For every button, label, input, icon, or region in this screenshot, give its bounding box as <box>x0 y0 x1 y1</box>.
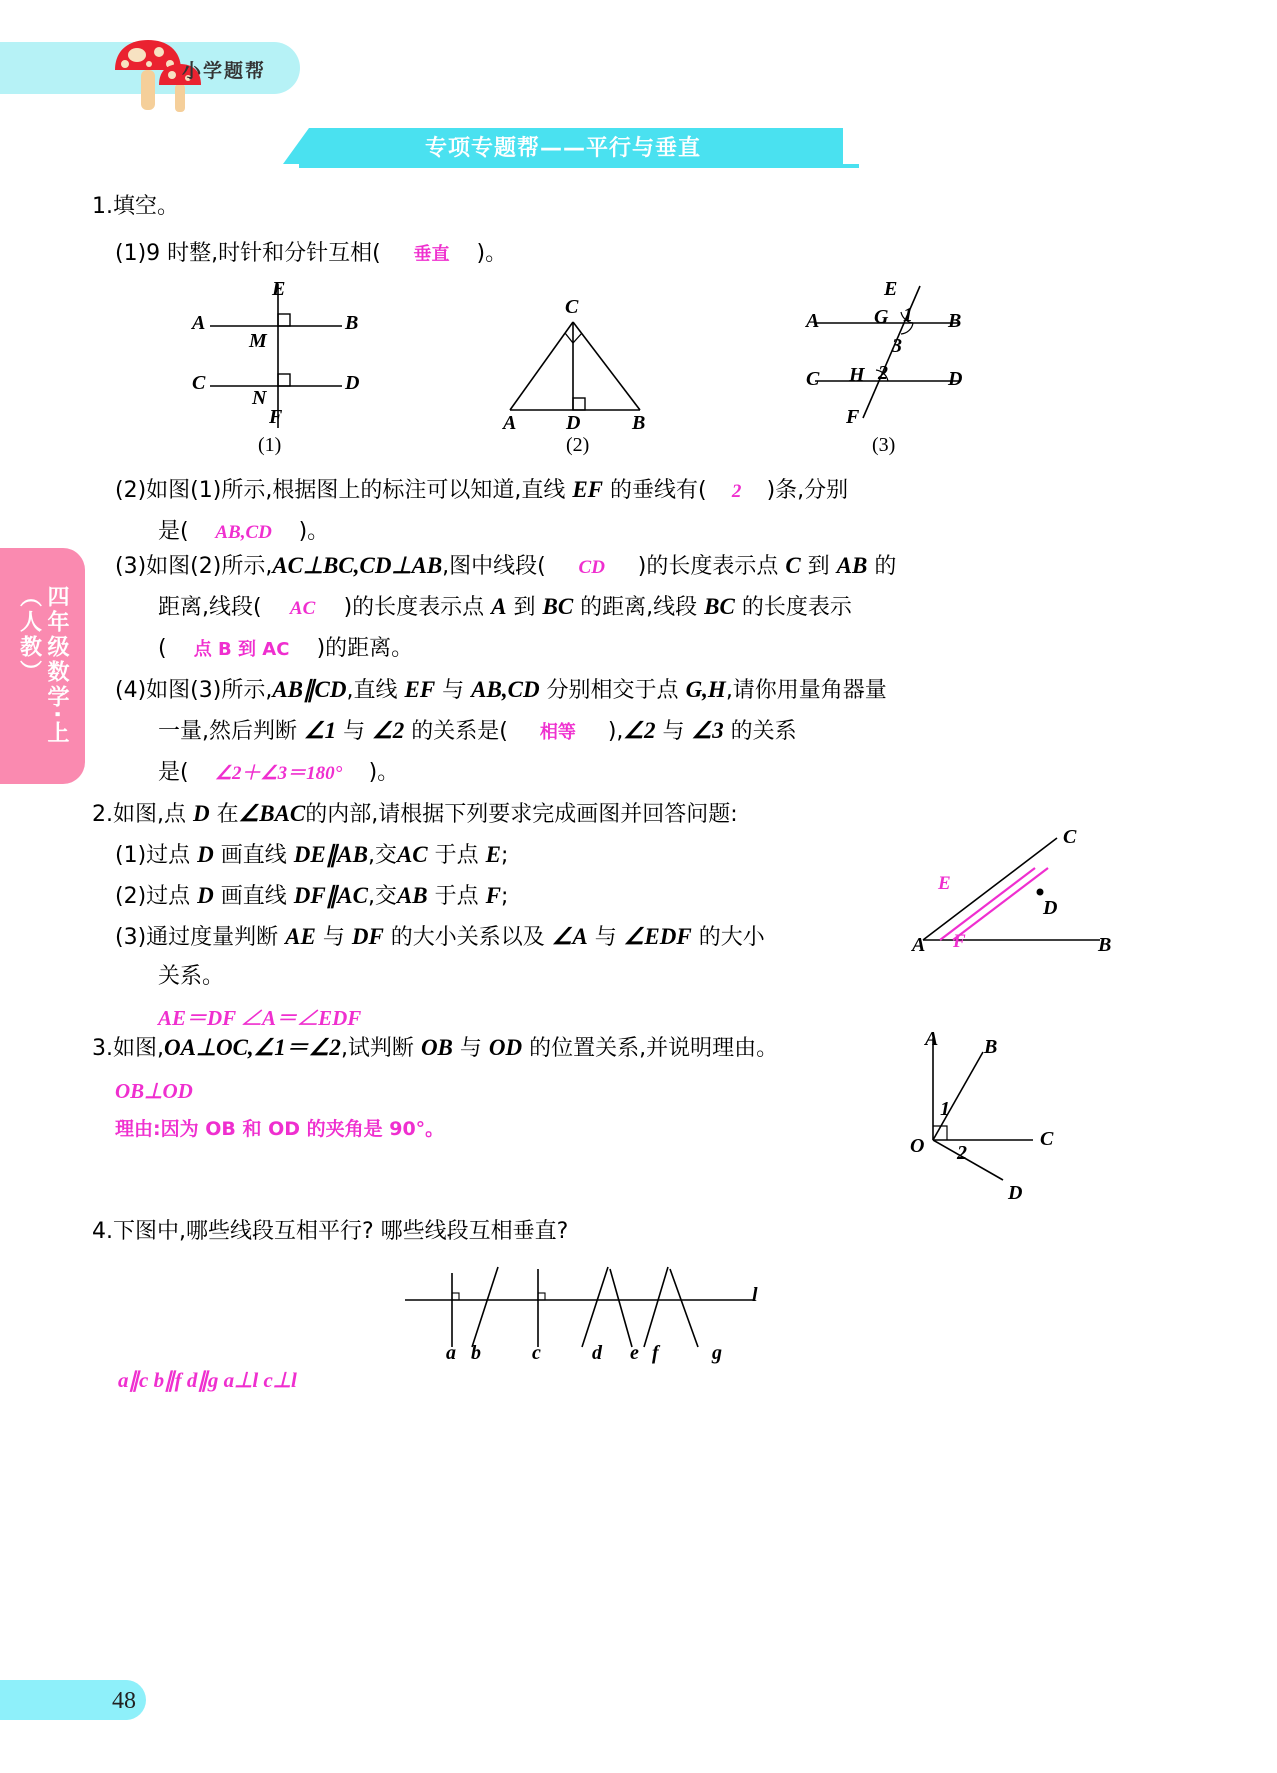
q1-1-after: )。 <box>476 241 508 266</box>
question-3-label-A: A <box>925 1028 939 1050</box>
q1-2-l2-after: )。 <box>298 519 330 544</box>
q2-answer-text: AE＝DF ∠A＝∠EDF <box>158 1006 362 1030</box>
q1-4-label: (4) <box>115 678 147 703</box>
q1-2-label: (2) <box>115 478 147 503</box>
question-4-label-e: e <box>630 1342 639 1364</box>
figure-2-label-A: A <box>503 412 517 434</box>
title-text: 专项专题帮——平行与垂直 <box>424 135 701 161</box>
q1-3-l3-after: )的距离。 <box>316 636 414 661</box>
q3-stem-mid2: 与 <box>452 1036 489 1061</box>
question-3-answer-2 <box>115 1110 444 1146</box>
q1-4-l1-mid1: ,直线 <box>346 678 405 703</box>
q2-1-math3: AC <box>396 842 428 867</box>
q1-4-l1-math3: AB,CD <box>471 677 540 702</box>
q1-3-l3-before: ( <box>158 636 167 661</box>
question-1-item-3-line2 <box>158 589 852 625</box>
q1-4-l2-after: ), <box>607 719 624 744</box>
q2-1-before: 过点 <box>146 843 198 868</box>
q2-3-l1-before: 通过度量判断 <box>146 925 286 950</box>
q2-2-label: (2) <box>115 884 147 909</box>
question-2-stem <box>92 796 738 832</box>
q1-4-l1-end: ,请你用量角器量 <box>725 678 887 703</box>
q1-3-l2-mid2: 到 <box>506 595 543 620</box>
q2-3-l1-math1: AE <box>285 924 316 949</box>
q1-2-l1-math: EF <box>572 477 604 502</box>
question-3-stem <box>92 1030 778 1066</box>
figure-1-label-M: M <box>249 330 267 352</box>
q1-3-l2-math1: A <box>491 594 507 619</box>
q1-4-l2-before: 一量,然后判断 <box>158 719 304 744</box>
figure-1-label-F: F <box>269 406 283 428</box>
figure-2-caption: (2) <box>566 434 590 456</box>
q4-stem-text: 下图中,哪些线段互相平行? 哪些线段互相垂直? <box>113 1219 569 1244</box>
q1-2-answer1: 2 <box>731 481 742 502</box>
q1-3-answer1: CD <box>578 557 605 578</box>
question-3-label-C: C <box>1040 1128 1054 1150</box>
q2-2-after: ; <box>500 884 509 909</box>
q1-3-l2-mid: )的长度表示点 <box>343 595 492 620</box>
q1-2-l1-mid: 的垂线有( <box>603 478 707 503</box>
q1-3-answer2: AC <box>289 598 316 619</box>
q2-2-math1: D <box>197 883 214 908</box>
q2-stem-after: 的内部,请根据下列要求完成画图并回答问题: <box>305 802 738 827</box>
question-2-label-F: F <box>953 931 966 952</box>
q4-answer-text: a∥c b∥f d∥g a⊥l c⊥l <box>118 1368 297 1392</box>
q2-stem-mid: 在 <box>209 802 239 827</box>
q1-4-l3-before: 是( <box>158 760 189 785</box>
page-number: 48 <box>112 1688 136 1714</box>
q1-1-answer: 垂直 <box>413 244 450 265</box>
q1-3-l1-before: 如图(2)所示, <box>146 554 273 579</box>
q1-stem-text: 填空。 <box>113 194 180 219</box>
q1-3-l1-after2: 到 <box>800 554 837 579</box>
q1-4-l2-math1: ∠1 <box>304 718 337 743</box>
q2-stem-before: 如图,点 <box>113 802 193 827</box>
question-3-label-D: D <box>1008 1182 1023 1204</box>
question-1-item-4-line1 <box>115 672 887 708</box>
q2-3-l1-math2: DF <box>351 924 384 949</box>
question-3-label-angle-2: 2 <box>957 1142 967 1164</box>
figure-3-label-H: H <box>849 364 865 386</box>
question-4-diagram <box>400 1255 770 1355</box>
figure-3-label-A: A <box>806 310 820 332</box>
q3-stem-before: 如图, <box>113 1036 164 1061</box>
q2-1-mid3: 于点 <box>427 843 486 868</box>
q1-3-l2-mid3: 的距离,线段 <box>573 595 705 620</box>
q3-stem-mid: ,试判断 <box>340 1036 421 1061</box>
q1-4-l2-end: 的关系 <box>723 719 797 744</box>
q2-3-l1-end: 的大小 <box>691 925 765 950</box>
q2-1-mid2: ,交 <box>367 843 397 868</box>
q1-1-before: 9 时整,时针和分针互相( <box>146 241 381 266</box>
question-3-label-angle-1: 1 <box>940 1098 950 1120</box>
q1-3-l1-math2: C <box>785 553 801 578</box>
question-2-item-1 <box>115 837 508 873</box>
figure-3-label-F: F <box>846 406 860 428</box>
figure-1-label-E: E <box>272 278 286 300</box>
question-4-label-d: d <box>592 1342 602 1364</box>
side-tab-line1: 四年级数学·上 <box>44 585 69 747</box>
q3-stem-math1: OA⊥OC,∠1＝∠2 <box>164 1035 341 1060</box>
figure-2-label-D: D <box>566 412 581 434</box>
q1-4-l1-math4: G,H <box>685 677 726 702</box>
figure-3-label-E: E <box>884 278 898 300</box>
q2-1-after: ; <box>500 843 509 868</box>
figure-2-label-B: B <box>632 412 646 434</box>
figure-1-caption: (1) <box>258 434 282 456</box>
q2-3-l1-mid3: 与 <box>587 925 624 950</box>
q1-3-l2-math3: BC <box>704 594 735 619</box>
q3-stem-math3: OD <box>488 1035 523 1060</box>
figure-1-label-C: C <box>192 372 206 394</box>
question-3-answer-1 <box>115 1073 193 1109</box>
q4-number: 4. <box>92 1219 113 1244</box>
q2-2-math4: F <box>485 883 501 908</box>
q2-2-mid3: 于点 <box>427 884 486 909</box>
figure-1-label-D: D <box>345 372 360 394</box>
q2-1-math4: E <box>485 842 501 867</box>
figure-3-caption: (3) <box>872 434 896 456</box>
q1-3-answer3: 点 B 到 AC <box>193 639 290 660</box>
question-2-label-C: C <box>1063 826 1077 848</box>
question-2-item-2 <box>115 878 508 914</box>
q1-3-l2-after: 的长度表示 <box>734 595 852 620</box>
q1-4-l2-mid2: 的关系是( <box>404 719 508 744</box>
q1-3-l2-before: 距离,线段( <box>158 595 262 620</box>
figure-3-label-C: C <box>806 368 820 390</box>
q3-number: 3. <box>92 1036 113 1061</box>
q2-3-l1-math3: ∠A <box>551 924 588 949</box>
question-4-label-a: a <box>446 1342 456 1364</box>
question-2-label-B: B <box>1098 934 1112 956</box>
q3-stem-math2: OB <box>420 1035 453 1060</box>
question-3-label-B: B <box>984 1036 998 1058</box>
q2-3-l1-math4: ∠EDF <box>623 924 692 949</box>
side-tab-line2: （人教） <box>16 585 42 686</box>
figure-3-label-angle-1: 1 <box>903 304 913 326</box>
q3-stem-after: 的位置关系,并说明理由。 <box>522 1036 779 1061</box>
q1-2-answer2: AB,CD <box>215 522 272 543</box>
q1-3-label: (3) <box>115 554 147 579</box>
figure-1-label-N: N <box>252 387 267 409</box>
question-2-item-3-line2: 关系。 <box>158 964 225 989</box>
q2-1-math2: DE∥AB <box>293 842 368 867</box>
question-1-item-3-line1 <box>115 548 896 584</box>
question-4-label-f: f <box>652 1342 659 1364</box>
figure-2-label-C: C <box>565 296 579 318</box>
q1-2-l1-before: 如图(1)所示,根据图上的标注可以知道,直线 <box>146 478 573 503</box>
q1-number: 1. <box>92 194 113 219</box>
question-1-item-2-line2 <box>158 513 329 549</box>
question-4-label-b: b <box>471 1342 481 1364</box>
q2-3-l1-mid1: 与 <box>315 925 352 950</box>
question-1-item-4-line2 <box>158 713 797 749</box>
figure-3-label-B: B <box>948 310 962 332</box>
q2-1-mid1: 画直线 <box>213 843 294 868</box>
q1-4-l1-mid2: 与 <box>435 678 472 703</box>
figure-3-label-D: D <box>948 368 963 390</box>
question-2-label-E: E <box>938 873 951 894</box>
q3-answer2-text: 理由:因为 OB 和 OD 的夹角是 90°。 <box>115 1118 445 1140</box>
q1-4-l2-math4: ∠3 <box>691 718 724 743</box>
q1-4-l1-before: 如图(3)所示, <box>146 678 273 703</box>
figure-3-label-angle-2: 2 <box>878 362 888 384</box>
question-3-diagram <box>915 1030 1045 1190</box>
q1-2-l2-before: 是( <box>158 519 189 544</box>
question-2-item-3-line1 <box>115 919 765 955</box>
q2-2-mid1: 画直线 <box>213 884 294 909</box>
q3-answer1-text: OB⊥OD <box>115 1079 193 1103</box>
q2-2-math2: DF∥AC <box>293 883 368 908</box>
figure-1-label-B: B <box>345 312 359 334</box>
q1-4-l2-math2: ∠2 <box>372 718 405 743</box>
figure-1-diagram <box>190 278 380 433</box>
q2-2-before: 过点 <box>146 884 198 909</box>
question-4-answer <box>118 1362 297 1398</box>
q2-3-label: (3) <box>115 925 147 950</box>
q2-2-mid2: ,交 <box>367 884 397 909</box>
question-2-label-D: D <box>1043 897 1058 919</box>
q1-4-l1-math2: EF <box>404 677 436 702</box>
q1-3-l1-math3: AB <box>836 553 868 578</box>
question-3-label-O: O <box>910 1135 925 1157</box>
figure-1-label-A: A <box>192 312 206 334</box>
q1-3-l1-mid: ,图中线段( <box>442 554 546 579</box>
q2-stem-math2: ∠BAC <box>238 801 306 826</box>
q2-stem-math1: D <box>193 801 210 826</box>
q1-4-l2-math3: ∠2 <box>623 718 656 743</box>
q1-2-l1-after: )条,分别 <box>766 478 849 503</box>
question-1-item-1 <box>115 235 507 271</box>
figure-3-label-angle-3: 3 <box>892 335 902 357</box>
q1-4-l1-after: 分别相交于点 <box>539 678 686 703</box>
figure-3-label-G: G <box>874 306 889 328</box>
q1-1-label: (1) <box>115 241 147 266</box>
question-4-label-l: l <box>752 1284 758 1306</box>
q1-3-l1-after3: 的 <box>867 554 897 579</box>
question-4-label-c: c <box>532 1342 541 1364</box>
q1-3-l1-after1: )的长度表示点 <box>637 554 786 579</box>
brand-label: 小学题帮 <box>182 60 267 82</box>
question-1-item-2-line1 <box>115 472 848 508</box>
question-2-label-A: A <box>912 934 926 956</box>
q2-3-l1-mid2: 的大小关系以及 <box>383 925 552 950</box>
q1-4-answer1: 相等 <box>539 722 576 743</box>
question-4-stem <box>92 1215 568 1249</box>
q2-1-math1: D <box>197 842 214 867</box>
question-1-item-4-line3 <box>158 754 399 790</box>
q1-3-l2-math2: BC <box>542 594 574 619</box>
question-4-label-g: g <box>712 1342 722 1364</box>
q1-4-l2-mid1: 与 <box>336 719 373 744</box>
q1-4-l1-math1: AB∥CD <box>272 677 347 702</box>
q1-3-l1-math1: AC⊥BC,CD⊥AB <box>272 553 443 578</box>
q1-4-answer2: ∠2＋∠3＝180° <box>215 763 343 784</box>
q2-number: 2. <box>92 802 113 827</box>
q2-2-math3: AB <box>396 883 428 908</box>
q1-4-l2-mid3: 与 <box>655 719 692 744</box>
question-1-stem <box>92 190 179 224</box>
q2-1-label: (1) <box>115 843 147 868</box>
question-1-item-3-line3 <box>158 630 413 666</box>
q1-4-l3-after: )。 <box>368 760 400 785</box>
